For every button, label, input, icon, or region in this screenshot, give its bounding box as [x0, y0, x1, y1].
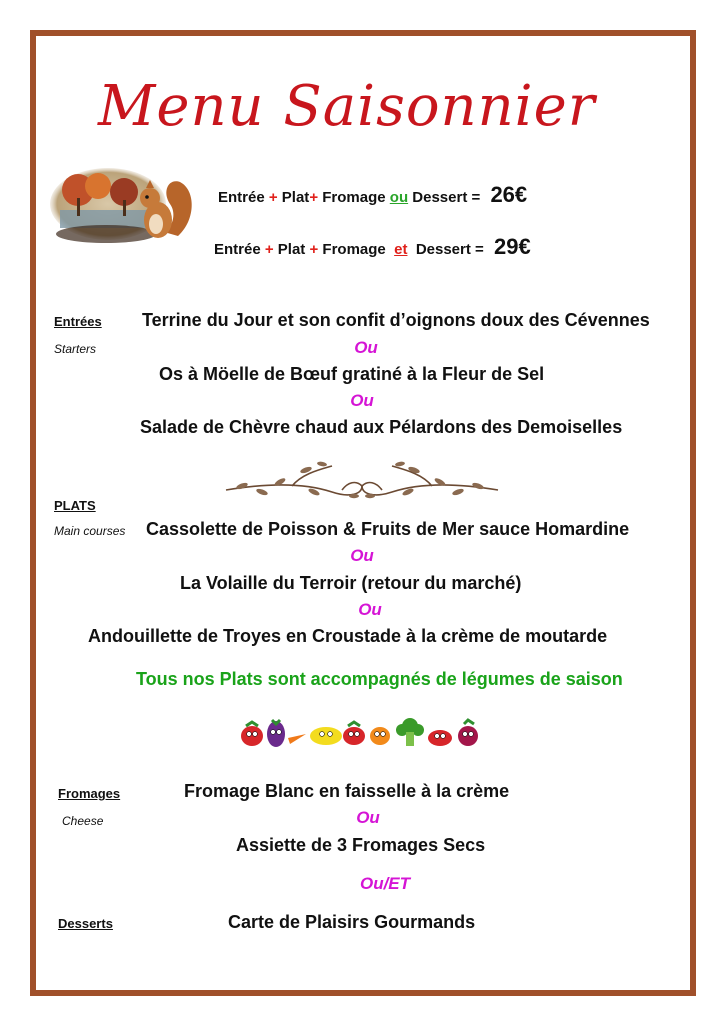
plus-sign: +: [268, 189, 278, 206]
plat-item: Andouillette de Troyes en Croustade à la crème de moutarde: [88, 626, 608, 646]
formula-item: Dessert: [415, 241, 471, 258]
ou-separator: Ou: [356, 808, 380, 827]
plus-sign: +: [309, 189, 319, 206]
price-26: 26€: [490, 182, 528, 207]
fromage-item: Assiette de 3 Fromages Secs: [236, 835, 486, 855]
fromages-sublabel: Cheese: [62, 814, 104, 828]
entrees-sublabel: Starters: [54, 342, 97, 356]
menu-title: Menu Saisonnier: [98, 74, 596, 139]
plus-sign: +: [309, 241, 319, 258]
formula-item: Plat: [281, 189, 310, 206]
formula-item: Entrée: [218, 189, 265, 206]
conjunction-ou: ou: [389, 189, 409, 206]
conjunction-et: et: [394, 241, 408, 258]
formula-item: Plat: [277, 241, 306, 258]
vegetables-illustration: [238, 716, 488, 752]
plats-sublabel: Main courses: [54, 524, 126, 538]
fromage-item: Fromage Blanc en faisselle à la crème: [184, 781, 510, 801]
price-29: 29€: [493, 234, 531, 259]
formula-item: Dessert: [412, 189, 468, 206]
ou-separator: Ou: [350, 546, 374, 565]
plats-label: PLATS: [54, 498, 96, 513]
desserts-label: Desserts: [58, 916, 113, 931]
entree-item: Salade de Chèvre chaud aux Pélardons des Demoiselles: [140, 417, 623, 437]
formula-26: [218, 182, 527, 208]
formula-item: Entrée: [214, 241, 261, 258]
ou-separator: Ou: [358, 600, 382, 619]
equals-sign: =: [475, 241, 484, 258]
autumn-squirrel-illustration: [46, 160, 196, 252]
ou-et-separator: Ou/ET: [359, 874, 411, 893]
fromages-label: Fromages: [58, 786, 121, 801]
entrees-label: Entrées: [54, 314, 102, 329]
floral-divider: [222, 456, 502, 504]
vegetables-note: Tous nos Plats sont accompagnés de légumes de saison: [136, 669, 623, 689]
formula-29: [214, 234, 531, 260]
formula-item: Fromage: [322, 241, 386, 258]
formula-item: Fromage: [322, 189, 386, 206]
ou-separator: Ou: [354, 338, 378, 357]
plat-item: Cassolette de Poisson & Fruits de Mer sauce Homardine: [146, 519, 630, 539]
equals-sign: =: [471, 189, 481, 206]
plat-item: La Volaille du Terroir (retour du marché): [180, 573, 522, 593]
ou-separator: Ou: [350, 391, 374, 410]
entree-item: Terrine du Jour et son confit d’oignons doux des Cévennes: [142, 310, 650, 330]
plus-sign: +: [264, 241, 274, 258]
dessert-item: Carte de Plaisirs Gourmands: [228, 912, 476, 932]
entree-item: Os à Möelle de Bœuf gratiné à la Fleur de Sel: [159, 364, 545, 384]
